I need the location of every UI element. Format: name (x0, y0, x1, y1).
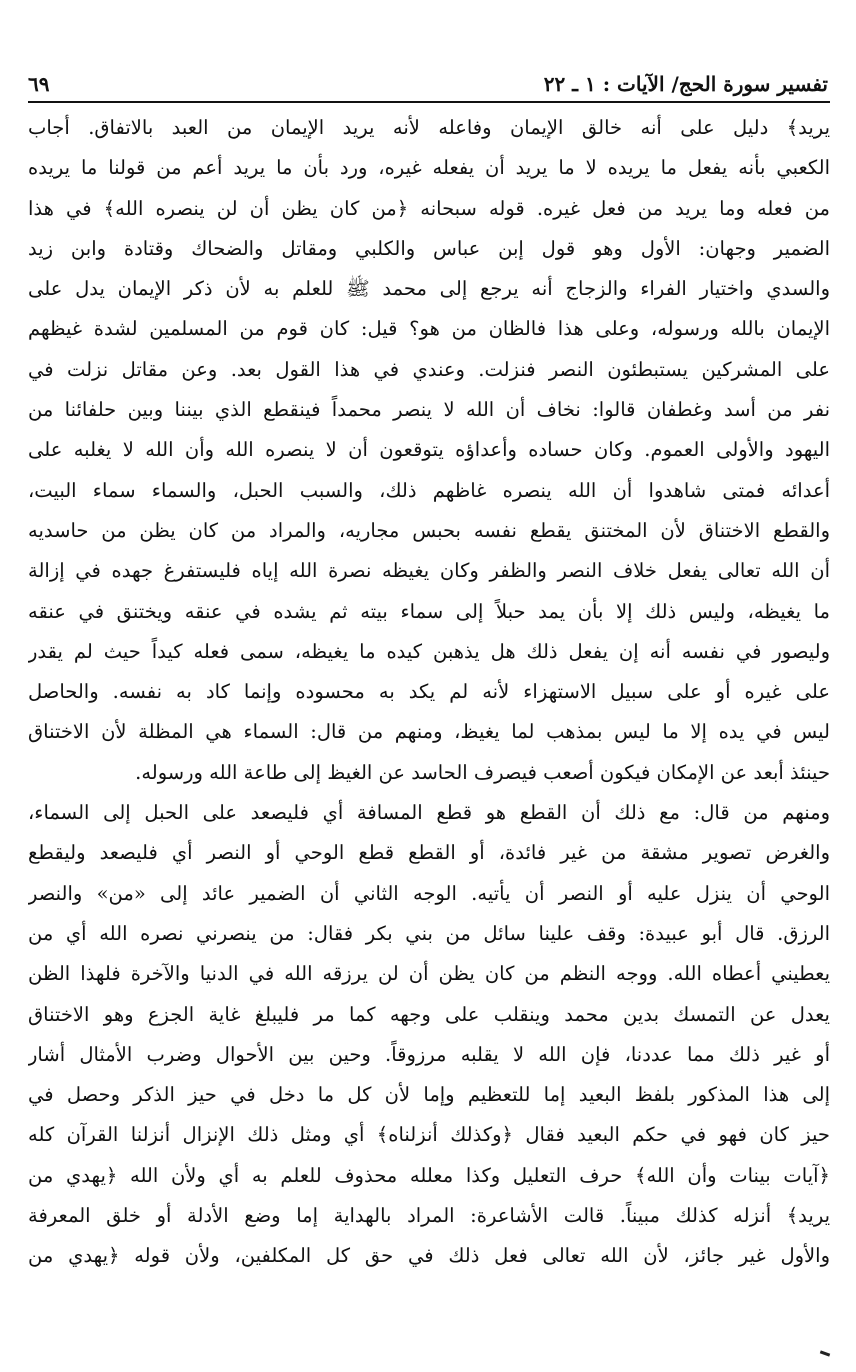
text-line: والسدي واختيار الفراء والزجاج أنه يرجع إلى محمد ﷺ للعلم به لأن ذكر الإيمان يدل على (28, 277, 830, 301)
text-line: حينئذ أبعد عن الإمكان فيكون أصعب فيصرف الحاسد عن الغيظ إلى طاعة الله ورسوله. (135, 760, 830, 784)
running-title: تفسير سورة الحج/ الآيات : ١ ـ ٢٢ (543, 72, 828, 96)
text-line: اليهود والأولى العموم. وكان حساده وأعداؤه يتوقعون أن لا ينصره الله وأن الله لا يغلبه على (28, 438, 830, 462)
text-line: الكعبي بأنه يفعل ما يريده لا ما يريد أن يفعله غيره، ورد بأن ما يريد أعم من قولنا ما يريده (28, 156, 830, 180)
body-text (28, 108, 830, 1277)
text-line: الرزق. قال أبو عبيدة: وقف علينا سائل من بني بكر فقال: من ينصرني نصره الله أي من (28, 921, 830, 945)
header-rule (28, 101, 830, 103)
text-line: والقطع الاختناق لأن المختنق يقطع نفسه بحبس مجاريه، والمراد من كان يظن من حاسديه (28, 518, 830, 542)
text-line: على المشركين يستبطئون النصر فنزلت. وعندي في هذا القول بعد. وعن مقاتل نزلت في (28, 357, 830, 381)
text-line: نفر من أسد وغطفان قالوا: نخاف أن الله لا ينصر محمداً فينقطع الذي بيننا وبين حلفائنا من (28, 398, 830, 422)
text-line: يعطيني أعطاه الله. ووجه النظم من كان يظن أن لن يرزقه الله في الدنيا والآخرة فلهذا الظن (28, 962, 830, 986)
text-line: أو غير ذلك مما عددنا، فإن الله لا يقلبه مرزوقاً. وحين بين الأحوال وضرب الأمثال أشار (28, 1042, 830, 1066)
page-header (28, 56, 828, 96)
text-line: ما يغيظه، وليس ذلك إلا بأن يمد حبلاً إلى سماء بيته ثم يشده في عنقه ويختنق في عنقه (28, 599, 830, 623)
text-line: الوحي أن ينزل عليه أو النصر أن يأتيه. الوجه الثاني أن الضمير عائد إلى «من» والنصر (28, 881, 830, 905)
text-line: يريد﴾ دليل على أنه خالق الإيمان وفاعله لأنه يريد الإيمان من العبد بالاتفاق. أجاب (28, 116, 830, 139)
text-line: والأول غير جائز، لأن الله تعالى فعل ذلك في حق كل المكلفين، ولأن قوله ﴿يهدي من (28, 1244, 830, 1268)
text-line: يريد﴾ أنزله كذلك مبيناً. قالت الأشاعرة: المراد بالهداية إما وضع الأدلة أو خلق المعرفة (28, 1204, 830, 1228)
text-line: ﴿آيات بينات وأن الله﴾ حرف التعليل وكذا معلله محذوف للعلم به أي ولأن الله ﴿يهدي من (28, 1163, 830, 1187)
page-number: ٦٩ (28, 72, 50, 96)
text-line: إلى هذا المذكور بلفظ البعيد إما للتعظيم وإما لأن كل ما دخل في حيز الذكر وحصل في (28, 1083, 830, 1107)
text-line: حيز كان فهو في حكم البعيد فقال ﴿وكذلك أنزلناه﴾ أي ومثل ذلك الإنزال أنزلنا القرآن كله (28, 1123, 830, 1147)
text-line: الضمير وجهان: الأول وهو قول إبن عباس والكلبي ومقاتل والضحاك وقتادة وابن زيد (28, 236, 830, 260)
text-line: والغرض تصوير مشقة من غير فائدة، أو القطع قطع الوحي أو النصر أي فليصعد وليقطع (28, 841, 830, 865)
text-line: أعدائه فمتى شاهدوا أن الله ينصره غاظهم ذلك، والسبب الحبل، والسماء سماء البيت، (28, 478, 830, 502)
text-line: من فعله وما يريد من فعل غيره. قوله سبحانه ﴿من كان يظن أن لن ينصره الله﴾ في هذا (28, 196, 830, 220)
text-line: ومنهم من قال: مع ذلك أن القطع هو قطع المسافة أي فليصعد على الحبل إلى السماء، (28, 801, 830, 825)
text-line: يعدل عن التمسك بدين محمد وينقلب على وجهه كما مر فليبلغ غاية الجزع وهو الاختناق (28, 1002, 830, 1026)
text-line: على غيره أو على سبيل الاستهزاء لأنه لم يكد به محسوده وإنما كاد به نفسه. والحاصل (28, 680, 830, 704)
text-line: ليس في يده إلا ما ليس بمذهب لما يغيظ، ومنهم من قال: السماء هي المظلة لأن الاختناق (28, 720, 830, 744)
text-line: أن الله تعالى يفعل خلاف النصر والظفر وكان يغيظه نصرة الله إياه فليستفرغ جهده في إزالة (28, 559, 830, 583)
scan-mark (820, 1350, 830, 1356)
text-line: وليصور في نفسه أنه إن يفعل ذلك هل يذهبن كيده ما يغيظه، سمى فعله كيداً حيث لم يقدر (28, 639, 830, 663)
text-line: الإيمان بالله ورسوله، وعلى هذا فالظان من هو؟ قيل: كان قوم من المسلمين لشدة غيظهم (28, 317, 830, 341)
